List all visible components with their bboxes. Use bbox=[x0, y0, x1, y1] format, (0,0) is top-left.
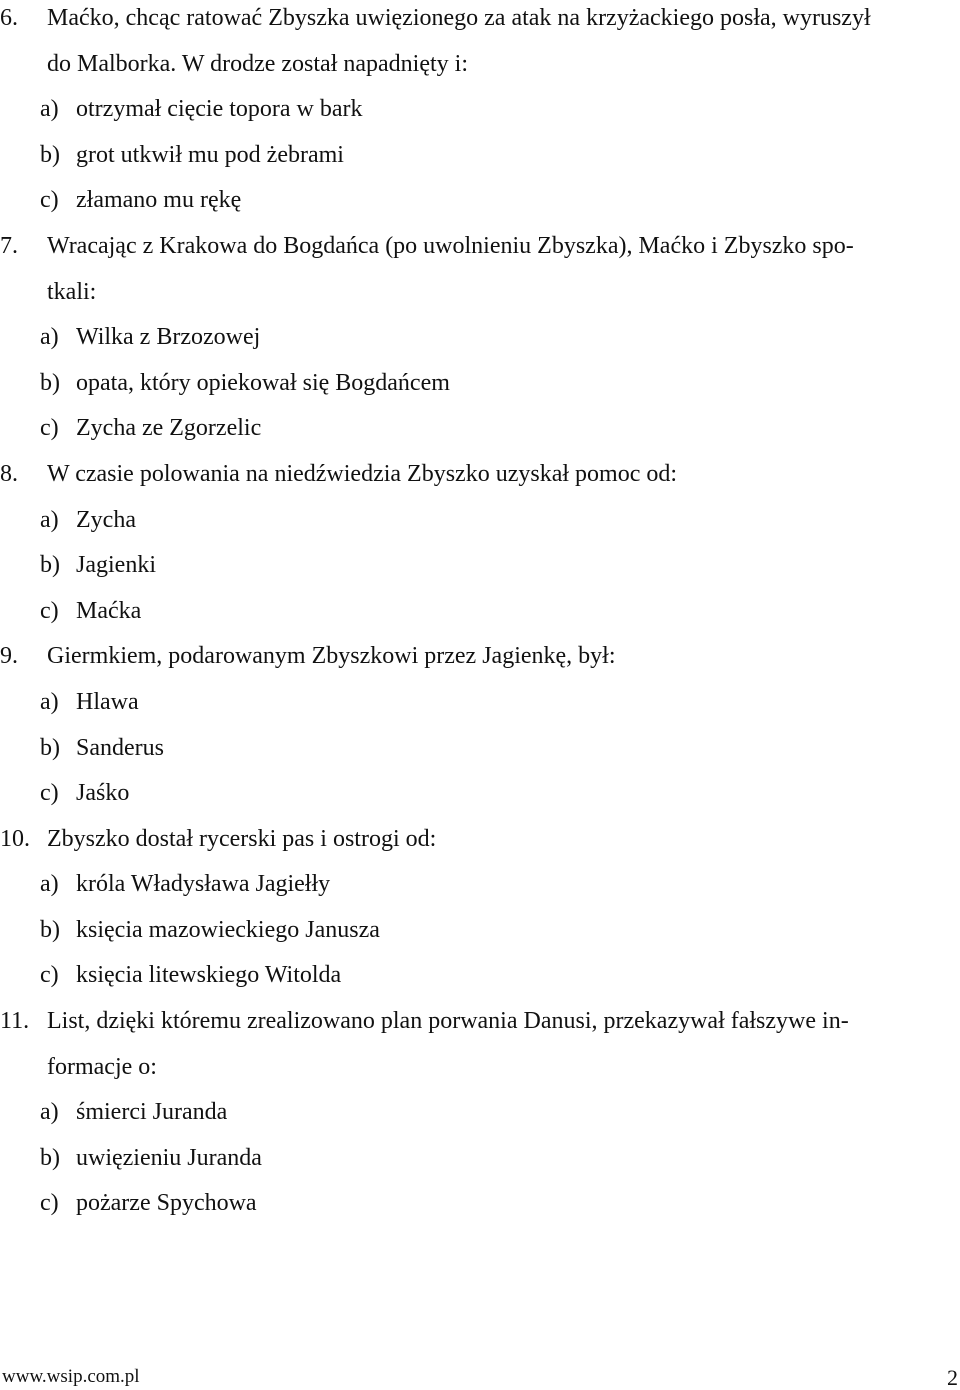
option-text: Wilka z Brzozowej bbox=[76, 324, 261, 351]
question-number: 9. bbox=[0, 643, 18, 670]
question-7-option-b bbox=[0, 361, 960, 407]
footer-url[interactable]: www.wsip.com.pl bbox=[2, 1366, 140, 1387]
question-9-option-b bbox=[0, 726, 960, 772]
option-letter: b) bbox=[40, 734, 60, 761]
question-9-option-a bbox=[0, 680, 960, 726]
question-11-line-2 bbox=[0, 1045, 960, 1091]
question-8-option-c bbox=[0, 589, 960, 635]
option-text: opata, który opiekował się Bogdańcem bbox=[76, 369, 450, 396]
option-letter: c) bbox=[40, 780, 59, 807]
question-text: Zbyszko dostał rycerski pas i ostrogi od: bbox=[47, 825, 437, 852]
option-letter: b) bbox=[40, 1144, 60, 1171]
option-letter: a) bbox=[40, 324, 59, 351]
question-text: List, dzięki któremu zrealizowano plan porwania Danusi, przekazywał fałszywe in- bbox=[47, 1008, 849, 1035]
question-6-option-a bbox=[0, 87, 960, 133]
option-text: Jagienki bbox=[76, 552, 156, 579]
option-text: śmierci Juranda bbox=[76, 1099, 228, 1126]
question-number: 10. bbox=[0, 825, 30, 852]
option-letter: a) bbox=[40, 1099, 59, 1126]
question-6-option-c bbox=[0, 178, 960, 224]
question-7-line-1 bbox=[0, 224, 960, 270]
option-letter: a) bbox=[40, 96, 59, 123]
question-8-line-1 bbox=[0, 452, 960, 498]
question-text: formacje o: bbox=[47, 1053, 157, 1080]
option-text: grot utkwił mu pod żebrami bbox=[76, 141, 344, 168]
option-letter: c) bbox=[40, 597, 59, 624]
question-6-line-1 bbox=[0, 0, 960, 42]
question-text: do Malborka. W drodze został napadnięty i: bbox=[47, 50, 468, 77]
option-text: Jaśko bbox=[76, 780, 130, 807]
question-number: 7. bbox=[0, 232, 18, 259]
option-letter: b) bbox=[40, 141, 60, 168]
question-7-option-c bbox=[0, 406, 960, 452]
question-11-option-a bbox=[0, 1090, 960, 1136]
question-number: 11. bbox=[0, 1008, 30, 1035]
option-letter: b) bbox=[40, 552, 60, 579]
question-10-option-b bbox=[0, 908, 960, 954]
question-6-line-2 bbox=[0, 42, 960, 88]
option-text: pożarze Spychowa bbox=[76, 1190, 257, 1217]
option-text: Maćka bbox=[76, 597, 142, 624]
option-text: Sanderus bbox=[76, 734, 164, 761]
question-7-option-a bbox=[0, 315, 960, 361]
question-7-line-2 bbox=[0, 270, 960, 316]
option-letter: c) bbox=[40, 1190, 59, 1217]
option-text: króla Władysława Jagiełły bbox=[76, 871, 331, 898]
option-text: Zycha ze Zgorzelic bbox=[76, 415, 262, 442]
question-11-option-c bbox=[0, 1181, 960, 1227]
question-10-option-c bbox=[0, 953, 960, 999]
question-10-option-a bbox=[0, 862, 960, 908]
question-text: tkali: bbox=[47, 278, 97, 305]
question-text: Giermkiem, podarowanym Zbyszkowi przez Jagienkę, był: bbox=[47, 643, 616, 670]
option-text: złamano mu rękę bbox=[76, 187, 242, 214]
option-text: uwięzieniu Juranda bbox=[76, 1144, 262, 1171]
question-text: Wracając z Krakowa do Bogdańca (po uwolnieniu Zbyszka), Maćko i Zbyszko spo- bbox=[47, 232, 854, 259]
question-6-option-b bbox=[0, 133, 960, 179]
question-10-line-1 bbox=[0, 817, 960, 863]
option-letter: c) bbox=[40, 415, 59, 442]
question-11-line-1 bbox=[0, 999, 960, 1045]
option-text: księcia mazowieckiego Janusza bbox=[76, 916, 380, 943]
question-9-option-c bbox=[0, 771, 960, 817]
question-8-option-b bbox=[0, 543, 960, 589]
option-text: otrzymał cięcie topora w bark bbox=[76, 96, 363, 123]
option-letter: a) bbox=[40, 688, 59, 715]
option-letter: a) bbox=[40, 871, 59, 898]
option-text: Zycha bbox=[76, 506, 136, 533]
option-letter: c) bbox=[40, 187, 59, 214]
question-8-option-a bbox=[0, 498, 960, 544]
question-text: W czasie polowania na niedźwiedzia Zbyszko uzyskał pomoc od: bbox=[47, 460, 678, 487]
question-number: 6. bbox=[0, 5, 18, 31]
option-letter: b) bbox=[40, 916, 60, 943]
option-letter: c) bbox=[40, 962, 59, 989]
question-11-option-b bbox=[0, 1136, 960, 1182]
option-text: księcia litewskiego Witolda bbox=[76, 962, 342, 989]
page-number: 2 bbox=[947, 1365, 958, 1390]
question-number: 8. bbox=[0, 460, 18, 487]
option-text: Hlawa bbox=[76, 688, 139, 715]
question-9-line-1 bbox=[0, 634, 960, 680]
question-text: Maćko, chcąc ratować Zbyszka uwięzionego za atak na krzyżackiego posła, wyruszył bbox=[47, 5, 871, 31]
option-letter: b) bbox=[40, 369, 60, 396]
option-letter: a) bbox=[40, 506, 59, 533]
